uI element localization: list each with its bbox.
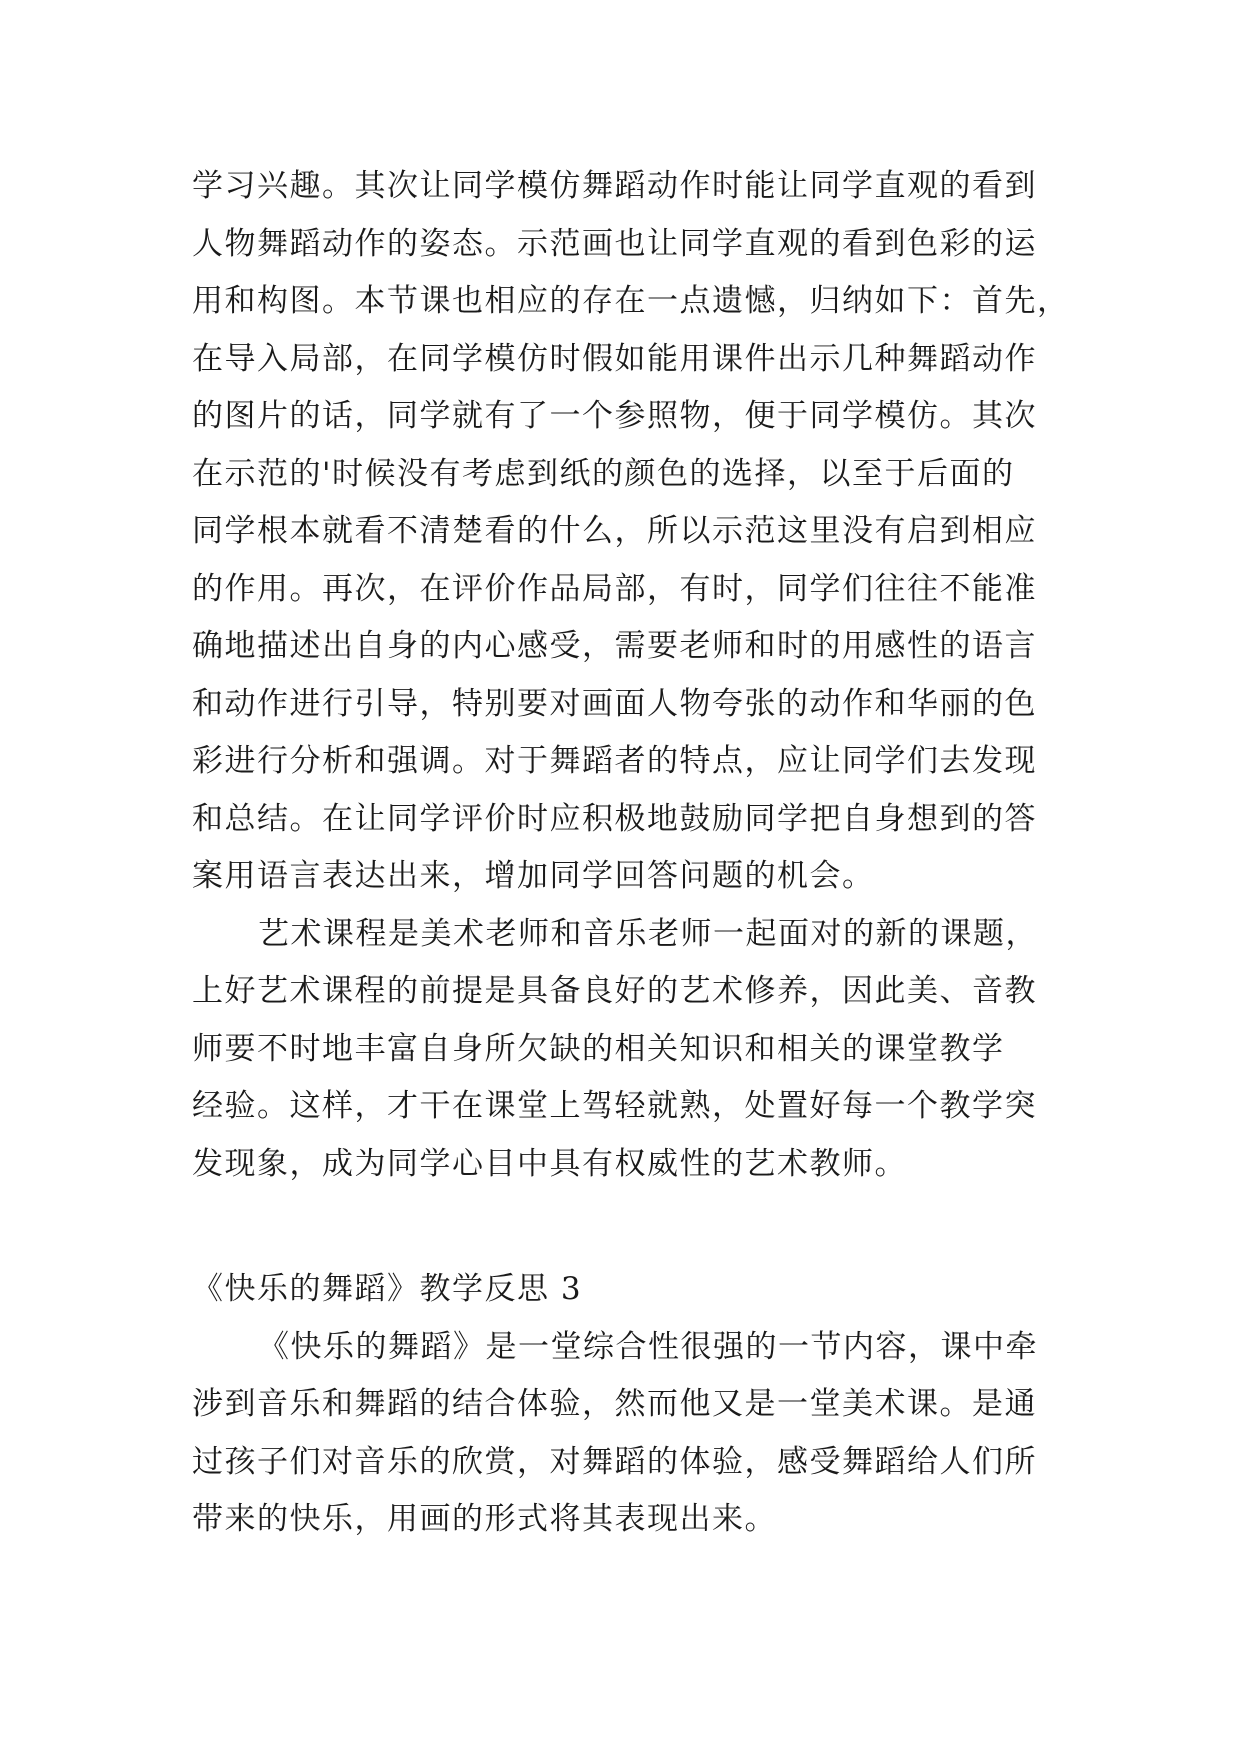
text-line: 用和构图。本节课也相应的存在一点遗憾，归纳如下：首先， — [192, 283, 1070, 319]
text-line: 《快乐的舞蹈》是一堂综合性很强的一节内容，课中牵 — [258, 1328, 1038, 1365]
text-line: 学习兴趣。其次让同学模仿舞蹈动作时能让同学直观的看到 — [192, 168, 1037, 204]
text-line: 发现象，成为同学心目中具有权威性的艺术教师。 — [192, 1145, 907, 1182]
text-line: 带来的快乐，用画的形式将其表现出来。 — [192, 1501, 777, 1537]
text-line: 师要不时地丰富自身所欠缺的相关知识和相关的课堂教学 — [192, 1030, 1005, 1067]
text-line: 的图片的话，同学就有了一个参照物，便于同学模仿。其次 — [192, 398, 1037, 434]
text-line: 同学根本就看不清楚看的什么，所以示范这里没有启到相应 — [192, 513, 1037, 549]
paragraph-art-course — [192, 906, 1060, 1194]
text-line: 在导入局部，在同学模仿时假如能用课件出示几种舞蹈动作 — [192, 340, 1037, 377]
text-line: 和总结。在让同学评价时应积极地鼓励同学把自身想到的答 — [192, 800, 1037, 837]
paragraph-reflection — [192, 1319, 1060, 1549]
text-line: 上好艺术课程的前提是具备良好的艺术修养，因此美、音教 — [192, 973, 1037, 1009]
paragraph-continued — [192, 158, 1070, 906]
text-line: 案用语言表达出来，增加同学回答问题的机会。 — [192, 858, 875, 894]
text-line: 在示范的'时候没有考虑到纸的颜色的选择，以至于后面的 — [192, 455, 1015, 492]
text-line: 经验。这样，才干在课堂上驾轻就熟，处置好每一个教学突 — [192, 1088, 1037, 1124]
document-page — [192, 158, 1070, 1549]
text-line: 过孩子们对音乐的欣赏，对舞蹈的体验，感受舞蹈给人们所 — [192, 1443, 1037, 1480]
text-line: 确地描述出自身的内心感受，需要老师和时的用感性的语言 — [192, 628, 1037, 664]
text-line: 人物舞蹈动作的姿态。示范画也让同学直观的看到色彩的运 — [192, 225, 1037, 262]
text-line: 艺术课程是美术老师和音乐老师一起面对的新的课题， — [258, 915, 1038, 952]
text-line: 和动作进行引导，特别要对画面人物夸张的动作和华丽的色 — [192, 685, 1037, 722]
section-title: 《快乐的舞蹈》教学反思 3 — [192, 1271, 583, 1307]
text-line: 彩进行分析和强调。对于舞蹈者的特点，应让同学们去发现 — [192, 743, 1037, 779]
section-gap — [192, 1193, 1060, 1261]
text-line: 涉到音乐和舞蹈的结合体验，然而他又是一堂美术课。是通 — [192, 1386, 1037, 1422]
text-line: 的作用。再次，在评价作品局部，有时，同学们往往不能准 — [192, 570, 1037, 607]
